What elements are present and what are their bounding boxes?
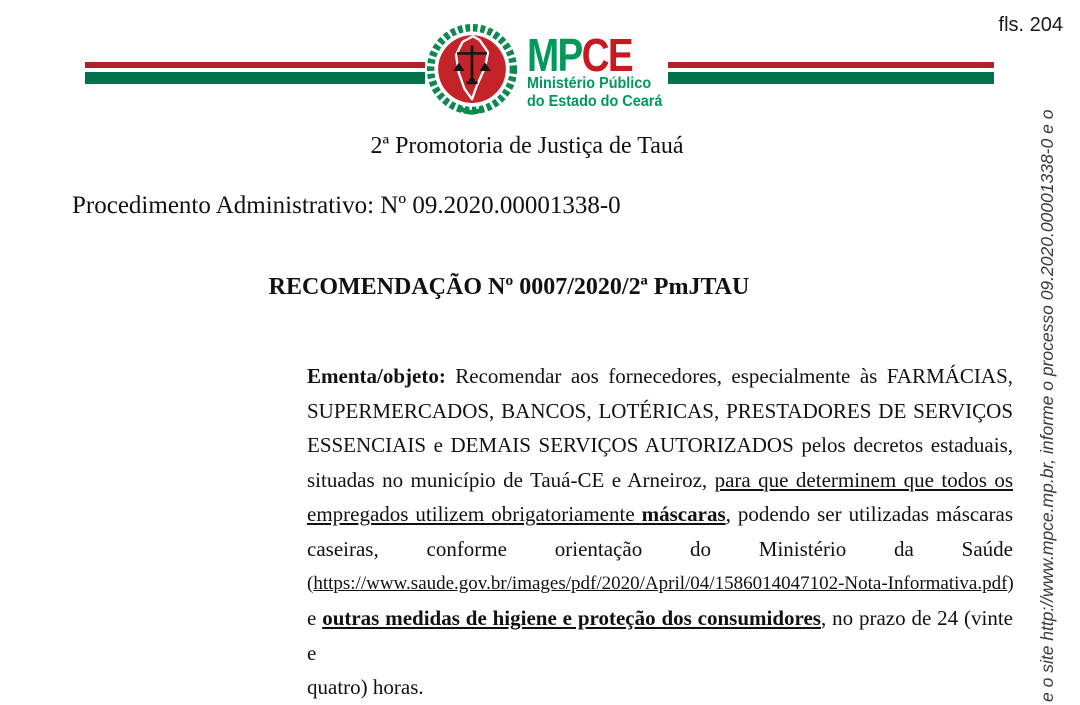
mpce-logotype bbox=[527, 24, 673, 110]
mpce-logo bbox=[424, 24, 673, 118]
mpce-acronym-mp: MP bbox=[527, 29, 582, 81]
ementa-text: ) bbox=[1007, 572, 1014, 594]
ementa-text: , no prazo de 24 (vinte e bbox=[307, 606, 1013, 665]
header-rule-green bbox=[668, 72, 994, 84]
ementa-emphasis-text: outras medidas de higiene e proteção dos consumidores bbox=[322, 606, 821, 631]
ementa-emphasis-text: máscaras bbox=[641, 502, 726, 527]
ementa-line bbox=[307, 532, 1013, 567]
ementa-block bbox=[307, 359, 1013, 705]
ementa-line bbox=[307, 567, 1013, 602]
ementa-line bbox=[307, 601, 1013, 670]
ementa-text: e bbox=[307, 606, 323, 631]
folio-number: fls. 204 bbox=[998, 14, 1063, 36]
header-rule-green bbox=[85, 72, 425, 84]
header-rule-red bbox=[668, 62, 994, 68]
ementa-text: quatro) horas. bbox=[307, 675, 424, 700]
ementa-text: caseiras, conforme orientação do Ministério da Saúde bbox=[307, 536, 1013, 561]
mpce-subtitle-line1: Ministério Público bbox=[527, 75, 652, 92]
ementa-label: Ementa/objeto: bbox=[307, 364, 446, 388]
ementa-text: Recomendar aos fornecedores, especialmente às FARMÁCIAS, bbox=[445, 364, 1013, 388]
margin-authentication-note: e o site http://www.mpce.mp.br, informe o processo 09.2020.00001338-0 e o bbox=[1037, 109, 1057, 702]
header-rule-left bbox=[85, 62, 425, 84]
header-rule-red bbox=[85, 62, 425, 68]
mpce-crest-icon bbox=[424, 24, 520, 118]
ementa-line bbox=[307, 394, 1013, 429]
mpce-subtitle-line2: do Estado do Ceará bbox=[527, 93, 663, 110]
ementa-line bbox=[307, 463, 1013, 498]
ementa-line bbox=[307, 428, 1013, 463]
ementa-line bbox=[307, 497, 1013, 532]
recommendation-title: RECOMENDAÇÃO Nº 0007/2020/2ª PmJTAU bbox=[268, 274, 750, 300]
ementa-line bbox=[307, 670, 1013, 705]
ementa-text: ESSENCIAIS e DEMAIS SERVIÇOS AUTORIZADOS pelos decretos estaduais, bbox=[307, 433, 1013, 458]
ementa-text: , podendo ser utilizadas máscaras bbox=[725, 502, 1013, 527]
ementa-text: ( bbox=[307, 572, 314, 594]
procedimento-line: Procedimento Administrativo: Nº 09.2020.00001338-0 bbox=[72, 192, 621, 219]
ementa-text: SUPERMERCADOS, BANCOS, LOTÉRICAS, PRESTADORES DE SERVIÇOS bbox=[307, 398, 1013, 423]
saude-gov-link[interactable]: https://www.saude.gov.br/images/pdf/2020/April/04/1586014047102-Nota-Informativa.pdf bbox=[313, 572, 1008, 594]
ementa-text: situadas no município de Tauá-CE e Arneiroz, bbox=[307, 467, 715, 492]
ementa-underlined-text: para que determinem que todos os bbox=[714, 467, 1013, 492]
ementa-line bbox=[307, 359, 1013, 394]
header-rule-right bbox=[668, 62, 994, 84]
ementa-underlined-text: empregados utilizem obrigatoriamente bbox=[307, 502, 642, 527]
mpce-acronym bbox=[527, 29, 649, 81]
promotoria-heading: 2ª Promotoria de Justiça de Tauá bbox=[370, 133, 684, 159]
mpce-acronym-ce: CE bbox=[581, 29, 632, 81]
